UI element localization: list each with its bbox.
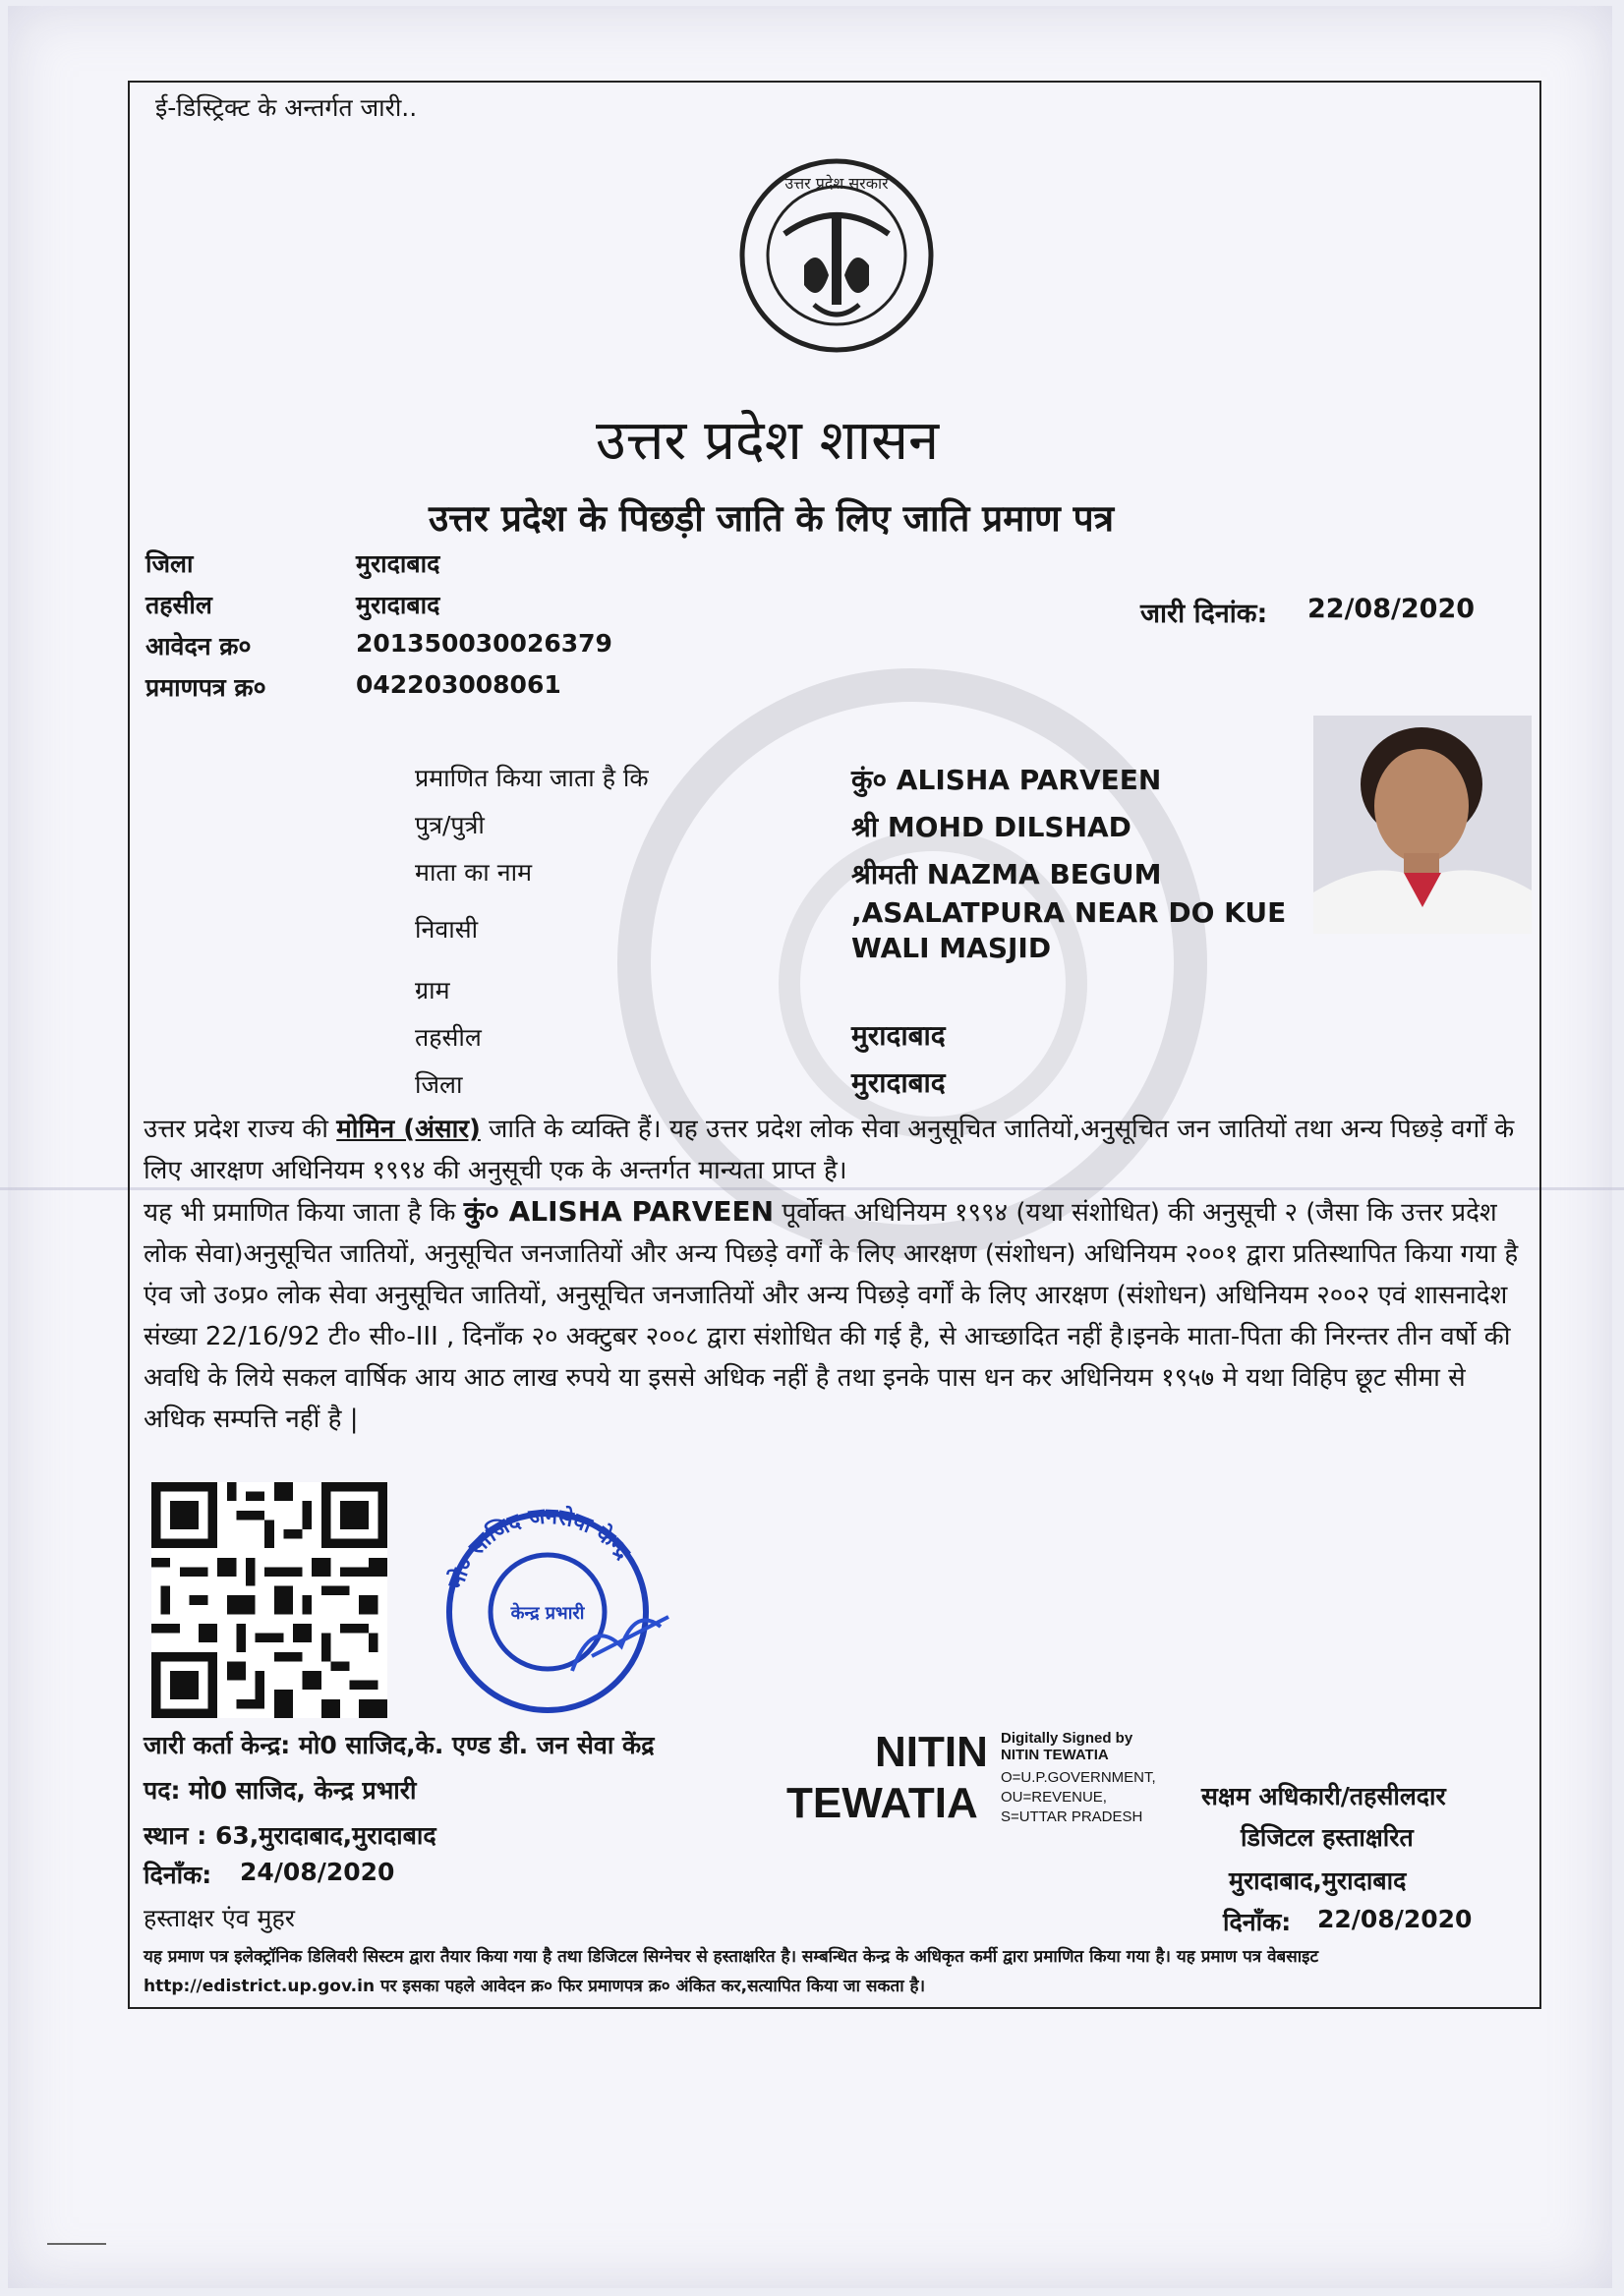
detail-tehsil-label: तहसील — [415, 1023, 482, 1052]
mother-name: श्रीमती NAZMA BEGUM — [851, 858, 1162, 890]
detail-district-value: मुरादाबाद — [851, 1066, 946, 1099]
svg-text:उत्तर प्रदेश सरकार: उत्तर प्रदेश सरकार — [784, 174, 889, 193]
issuer-center: जारी कर्ता केन्द्र: मो0 साजिद,के. एण्ड डी. जन सेवा केंद्र — [144, 1731, 655, 1759]
govt-title: उत्तर प्रदेश शासन — [596, 409, 940, 473]
digital-signature: NITIN TEWATIA Digitally Signed by NITIN TEWATIA O=U.P.GOVERNMENT, OU=REVENUE, S=UTTAR PRADESH — [786, 1728, 1156, 1827]
svg-text:केन्द्र प्रभारी: केन्द्र प्रभारी — [510, 1603, 585, 1624]
meta-application-value: 201350030026379 — [356, 629, 612, 658]
up-government-emblem-icon — [725, 157, 948, 354]
authority-title: सक्षम अधिकारी/तहसीलदार — [1201, 1782, 1446, 1810]
certified-name: कुं० ALISHA PARVEEN — [851, 764, 1162, 796]
authority-digital-sign: डिजिटल हस्ताक्षरित — [1241, 1823, 1414, 1852]
signer-first-name: NITIN — [875, 1728, 988, 1776]
meta-certificate-label: प्रमाणपत्र क्र० — [145, 673, 266, 702]
applicant-photo — [1313, 716, 1532, 934]
resident-line-1: ,ASALATPURA NEAR DO KUE — [851, 896, 1287, 929]
meta-certificate-value: 042203008061 — [356, 670, 561, 699]
income-paragraph: यह भी प्रमाणित किया जाता है कि कुं० ALISHA PARVEEN पूर्वोक्त अधिनियम १९९४ (यथा संशोधित) की अनुसूची २ (जैसा कि उत्तर प्रदेश लोक सेवा)अनुसूचित जातियों, अनुसूचित जनजातियों और अन्य पिछड़े वर्गों के लिए आरक्षण (संशोधन) अधिनियम २००१ द्वारा प्रतिस्थापित किया गया है एंव जो उ०प्र० लोक सेवा अनुसूचित जातियों, अनुसूचित जनजातियों और अन्य पिछड़े वर्गों के लिए आरक्षण (संशोधन) अधिनियम २००२ एवं शासनादेश संख्या 22/16/92 टी० सी०-III , दिनाँक २० अक्टुबर २००८ द्वारा संशोधित की गई है, से आच्छादित नहीं है।इनके माता-पिता की निरन्तर तीन वर्षो की अवधि के लिये सकल वार्षिक आय आठ लाख रुपये या इससे अधिक नहीं है तथा इनके पास धन कर अधिनियम १९५७ मे यथा विहिप छूट सीमा से अधिक सम्पत्ति नहीं है | — [144, 1195, 1519, 1434]
issue-date-label: जारी दिनांक: — [1140, 599, 1268, 629]
applicant-name-inline: कुं० ALISHA PARVEEN — [463, 1195, 775, 1228]
authority-place: मुरादाबाद,मुरादाबाद — [1229, 1866, 1407, 1895]
meta-tehsil-value: मुरादाबाद — [356, 591, 440, 619]
signer-last-name: TEWATIA — [786, 1779, 978, 1827]
issuer-signature-label: हस्ताक्षर एंव मुहर — [144, 1904, 295, 1932]
certificate-title: उत्तर प्रदेश के पिछड़ी जाति के लिए जाति प्रमाण पत्र — [429, 497, 1115, 540]
certificate-border — [128, 81, 1541, 2009]
authority-date-label: दिनाँक: — [1223, 1908, 1292, 1936]
father-name: श्री MOHD DILSHAD — [851, 811, 1131, 843]
scan-mark — [47, 2243, 106, 2245]
resident-line-2: WALI MASJID — [851, 932, 1052, 964]
authority-date-value: 22/08/2020 — [1317, 1905, 1473, 1933]
caste-name: मोमिन (अंसार) — [336, 1115, 481, 1144]
issuer-date-label: दिनाँक: — [144, 1861, 212, 1889]
center-stamp — [425, 1499, 670, 1715]
meta-tehsil-label: तहसील — [145, 591, 212, 619]
caste-paragraph: उत्तर प्रदेश राज्य की मोमिन (अंसार) जाति के व्यक्ति हैं। यह उत्तर प्रदेश लोक सेवा अनुसूचित जातियों,अनुसूचित जन जातियों तथा अन्य पिछड़े वर्गों के लिए आरक्षण अधिनियम १९९४ की अनुसूची एक के अन्तर्गत मान्यता प्राप्त है। — [144, 1115, 1515, 1185]
qr-code — [149, 1482, 389, 1718]
issuer-date-value: 24/08/2020 — [240, 1858, 395, 1886]
village-label: ग्राम — [415, 976, 450, 1004]
certified-label: प्रमाणित किया जाता है कि — [415, 764, 649, 792]
meta-district-value: मुरादाबाद — [356, 549, 440, 578]
resident-label: निवासी — [415, 915, 479, 944]
child-of-label: पुत्र/पुत्री — [415, 811, 485, 839]
mother-label: माता का नाम — [415, 858, 533, 887]
detail-tehsil-value: मुरादाबाद — [851, 1019, 946, 1052]
meta-application-label: आवेदन क्र० — [145, 632, 252, 660]
header-note: ई-डिस्ट्रिक्ट के अन्तर्गत जारी.. — [155, 93, 418, 122]
footer-note: यह प्रमाण पत्र इलेक्ट्रॉनिक डिलिवरी सिस्टम द्वारा तैयार किया गया है तथा डिजिटल सिग्नेचर से हस्ताक्षरित है। सम्बन्धित केन्द्र के अधिकृत कर्मी द्वारा प्रमाणित किया गया है। यह प्रमाण पत्र वेबसाइट http://edistrict.up.gov.in पर इसका पहले आवेदन क्र० फिर प्रमाणपत्र क्र० अंकित कर,सत्यापित किया जा सकता है। — [144, 1947, 1319, 1996]
issuer-place: स्थान : 63,मुरादाबाद,मुरादाबाद — [144, 1821, 436, 1850]
detail-district-label: जिला — [415, 1070, 463, 1099]
svg-text:मो० साजिद जनसेवा केन्द्र: मो० साजिद जनसेवा केन्द्र — [443, 1504, 635, 1592]
issue-date-value: 22/08/2020 — [1307, 594, 1476, 624]
issuer-post: पद: मो0 साजिद, केन्द्र प्रभारी — [144, 1776, 417, 1805]
meta-district-label: जिला — [145, 549, 194, 578]
